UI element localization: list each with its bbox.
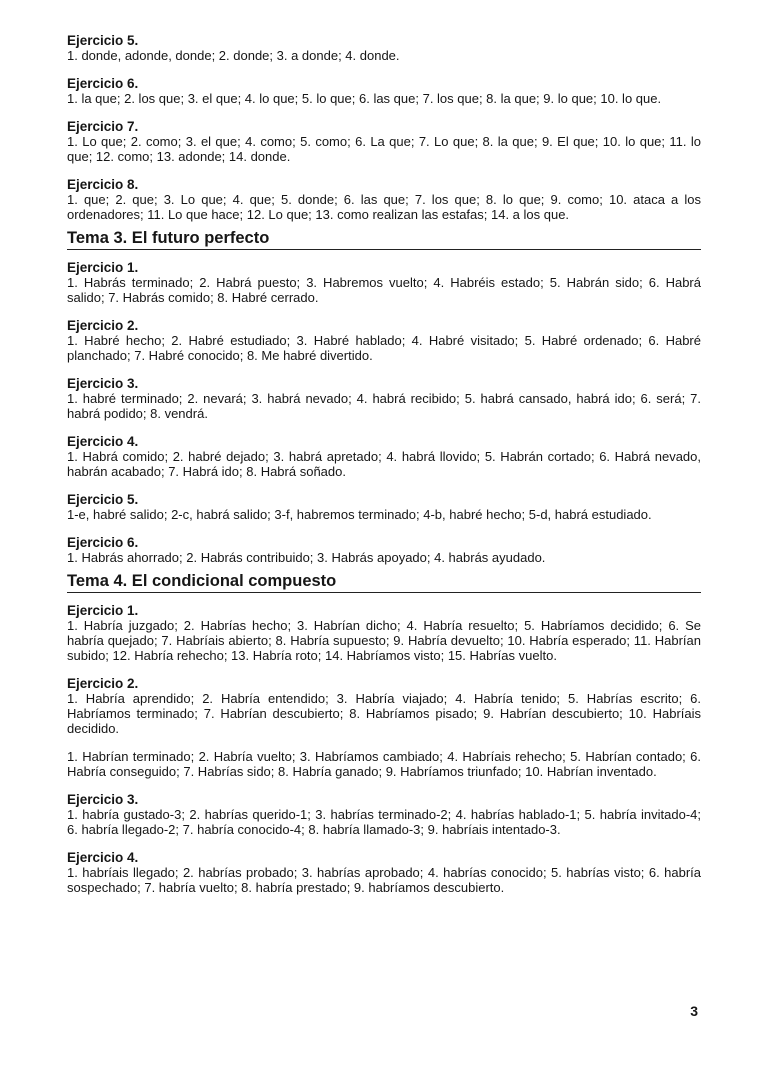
section-heading: Tema 3. El futuro perfecto bbox=[67, 228, 701, 250]
exercise-block bbox=[67, 749, 701, 779]
exercise-title: Ejercicio 5. bbox=[67, 33, 139, 48]
exercise-title: Ejercicio 5. bbox=[67, 492, 139, 507]
section-tema-4 bbox=[67, 571, 701, 895]
exercise-block bbox=[67, 318, 701, 363]
exercise-answers: 1. Lo que; 2. como; 3. el que; 4. como; 5. como; 6. La que; 7. Lo que; 8. la que; 9. El que; 10. lo que; 11. lo que; 12. como; 13. adonde; 14. donde. bbox=[67, 134, 701, 164]
exercise-answers: 1. Habré hecho; 2. Habré estudiado; 3. Habré hablado; 4. Habré visitado; 5. Habré ordenado; 6. Habré planchado; 7. Habré conocido; 8. Me habré divertido. bbox=[67, 333, 701, 363]
exercise-block bbox=[67, 434, 701, 479]
exercise-title: Ejercicio 2. bbox=[67, 318, 139, 333]
exercise-block bbox=[67, 376, 701, 421]
exercise-answers: 1. Habrás terminado; 2. Habrá puesto; 3. Habremos vuelto; 4. Habréis estado; 5. Habrán sido; 6. Habrá salido; 7. Habrás comido; 8. Habré cerrado. bbox=[67, 275, 701, 305]
exercise-title: Ejercicio 8. bbox=[67, 177, 139, 192]
exercise-block bbox=[67, 792, 701, 837]
exercise-block bbox=[67, 603, 701, 663]
exercise-title: Ejercicio 6. bbox=[67, 535, 139, 550]
page-number: 3 bbox=[690, 1003, 698, 1019]
exercise-answers: 1. Habría aprendido; 2. Habría entendido; 3. Habría viajado; 4. Habría tenido; 5. Habrías escrito; 6. Habríamos terminado; 7. Habrían descubierto; 8. Habríamos pisado; 9. Habrían descubierto; 10. Habríais decidido. bbox=[67, 691, 701, 736]
exercise-block bbox=[67, 850, 701, 895]
exercise-block bbox=[67, 260, 701, 305]
exercise-answers: 1-e, habré salido; 2-c, habrá salido; 3-f, habremos terminado; 4-b, habré hecho; 5-d, habrá estudiado. bbox=[67, 507, 652, 522]
exercise-answers: 1. habríais llegado; 2. habrías probado; 3. habrías aprobado; 4. habrías conocido; 5. habrías visto; 6. habría sospechado; 7. habría vuelto; 8. habría prestado; 9. habríamos descubierto. bbox=[67, 865, 701, 895]
exercise-block bbox=[67, 535, 701, 565]
exercise-answers: 1. habría gustado-3; 2. habrías querido-1; 3. habrías terminado-2; 4. habrías hablado-1; 5. habría invitado-4; 6. habría llegado-2; 7. habría conocido-4; 8. habría llamado-3; 9. habríais intentado-3. bbox=[67, 807, 701, 837]
exercise-title: Ejercicio 1. bbox=[67, 260, 139, 275]
exercise-title: Ejercicio 7. bbox=[67, 119, 139, 134]
exercise-title: Ejercicio 6. bbox=[67, 76, 139, 91]
exercise-block bbox=[67, 676, 701, 736]
exercise-block bbox=[67, 492, 701, 522]
exercise-answers: 1. donde, adonde, donde; 2. donde; 3. a donde; 4. donde. bbox=[67, 48, 400, 63]
exercise-title: Ejercicio 1. bbox=[67, 603, 139, 618]
exercise-title: Ejercicio 2. bbox=[67, 676, 139, 691]
exercise-answers: 1. Habrían terminado; 2. Habría vuelto; 3. Habríamos cambiado; 4. Habríais rehecho; 5. Habrían contado; 6. Habría conseguido; 7. Habrías sido; 8. Habría ganado; 9. Habríamos triunfado; 10. Habrían inventado. bbox=[67, 749, 701, 779]
exercise-title: Ejercicio 3. bbox=[67, 376, 139, 391]
section-continuation bbox=[67, 33, 701, 222]
section-heading: Tema 4. El condicional compuesto bbox=[67, 571, 701, 593]
exercise-block bbox=[67, 119, 701, 164]
exercise-title: Ejercicio 4. bbox=[67, 850, 139, 865]
exercise-block bbox=[67, 177, 701, 222]
exercise-answers: 1. habré terminado; 2. nevará; 3. habrá nevado; 4. habrá recibido; 5. habrá cansado, habrá ido; 6. será; 7. habrá podido; 8. vendrá. bbox=[67, 391, 701, 421]
exercise-answers: 1. la que; 2. los que; 3. el que; 4. lo que; 5. lo que; 6. las que; 7. los que; 8. la que; 9. lo que; 10. lo que. bbox=[67, 91, 662, 106]
exercise-answers: 1. Habrás ahorrado; 2. Habrás contribuido; 3. Habrás apoyado; 4. habrás ayudado. bbox=[67, 550, 546, 565]
exercise-block bbox=[67, 76, 701, 106]
exercise-title: Ejercicio 4. bbox=[67, 434, 139, 449]
exercise-answers: 1. Habría juzgado; 2. Habrías hecho; 3. Habrían dicho; 4. Habría resuelto; 5. Habríamos decidido; 6. Se habría quejado; 7. Habríais abierto; 8. Habría supuesto; 9. Habría devuelto; 10. Habría esperado; 11. Habrían subido; 12. Habría rehecho; 13. Habría roto; 14. Habríamos visto; 15. Habrías vuelto. bbox=[67, 618, 701, 663]
exercise-answers: 1. Habrá comido; 2. habré dejado; 3. habrá apretado; 4. habrá llovido; 5. Habrán cortado; 6. Habrá nevado, habrán acabado; 7. Habrá ido; 8. Habrá soñado. bbox=[67, 449, 701, 479]
answer-key-page bbox=[67, 33, 701, 908]
exercise-answers: 1. que; 2. que; 3. Lo que; 4. que; 5. donde; 6. las que; 7. los que; 8. lo que; 9. como; 10. ataca a los ordenadores; 11. Lo que hace; 12. Lo que; 13. como realizan las estafas; 14. a los que. bbox=[67, 192, 701, 222]
exercise-title: Ejercicio 3. bbox=[67, 792, 139, 807]
exercise-block bbox=[67, 33, 701, 63]
section-tema-3 bbox=[67, 228, 701, 565]
